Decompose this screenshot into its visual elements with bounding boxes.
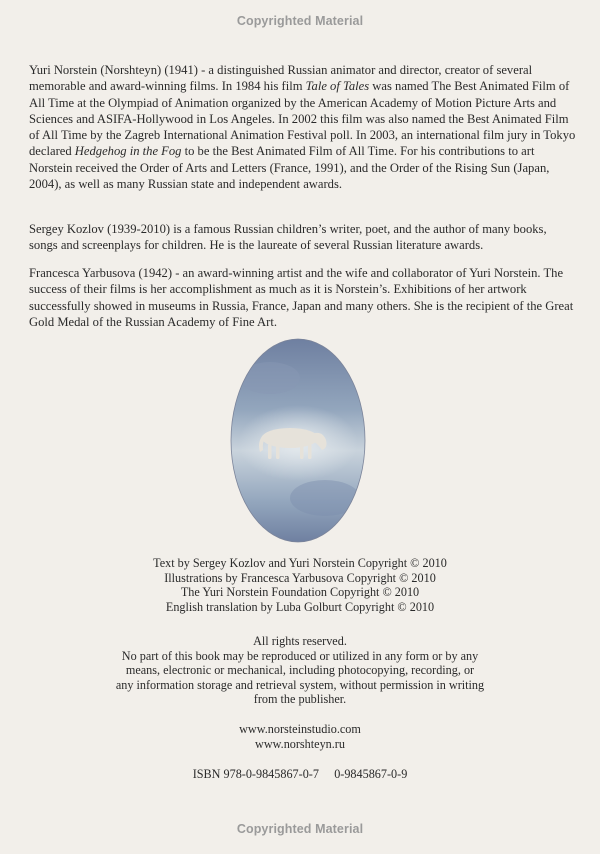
film-title: Tale of Tales <box>305 79 370 94</box>
websites-line: www.norsteinstudio.com <box>239 722 361 736</box>
copyright-lines-line: Illustrations by Francesca Yarbusova Copyright © 2010 <box>164 570 436 585</box>
bio-yuri-norstein <box>29 62 577 192</box>
bio-text: was named The Best Animated Film of All Time at the Olympiad of Animation organized by the American Academy of Motion Picture Arts and Sciences and ASIFA-Hollywood in Los Angeles. In 2002 this film was also named the Best Animated Film of All Time by the Zagreb International Animation Festival poll. In 2003, an international film jury in Tokyo declared <box>29 79 576 159</box>
rights-reserved-notice <box>0 634 600 707</box>
websites-line: www.norshteyn.ru <box>255 736 345 751</box>
bio-text: Francesca Yarbusova (1942) - an award-winning artist and the wife and collaborator of Yuri Norstein. The success of their films is her accomplishment as much as it is Norstein’s. Exhibitions of her artwork successfully showed in museums in Russia, France, Japan and many others. She is the recipient of the Great Gold Medal of the Russian Academy of Fine Art. <box>29 266 574 329</box>
bio-francesca-yarbusova <box>29 265 577 330</box>
bio-text: to be the Best Animated Film of All Time. For his contributions to art Norstein received the Order of Arts and Letters (France, 1991), and the Order of the Rising Sun (Japan, 2004), as well as many Russian state and independent awards. <box>29 144 550 192</box>
copyright-notice <box>0 556 600 614</box>
copyrighted-material-watermark-top: Copyrighted Material <box>236 14 364 28</box>
rights-lines-line: means, electronic or mechanical, including photocopying, recording, or <box>125 663 475 678</box>
website-links <box>0 722 600 751</box>
oval-horse-illustration <box>230 338 366 543</box>
rights-lines-line: No part of this book may be reproduced or utilized in any form or by any <box>121 648 479 663</box>
bio-text: Sergey Kozlov (1939-2010) is a famous Russian children’s writer, poet, and the author of many books, songs and screenplays for children. He is the laureate of several Russian literature awards. <box>29 222 547 253</box>
copyrighted-material-watermark-bottom: Copyrighted Material <box>236 822 364 836</box>
rights-lines-line: any information storage and retrieval system, without permission in writing <box>115 677 485 692</box>
film-title: Hedgehog in the Fog <box>74 144 182 159</box>
copyright-lines-line: The Yuri Norstein Foundation Copyright © 2010 <box>180 585 420 600</box>
isbn-line: ISBN 978-0-9845867-0-7 0-9845867-0-9 <box>192 767 408 781</box>
rights-lines-line: All rights reserved. <box>253 634 347 648</box>
bio-sergey-kozlov <box>29 221 577 254</box>
rights-lines-line: from the publisher. <box>253 692 347 707</box>
copyright-lines-line: English translation by Luba Golburt Copyright © 2010 <box>165 599 435 614</box>
copyright-lines-line: Text by Sergey Kozlov and Yuri Norstein Copyright © 2010 <box>153 556 447 570</box>
bio-text: Yuri Norstein (Norshteyn) (1941) - a distinguished Russian animator and director, creator of several memorable and award-winning films. In 1984 his film <box>29 63 533 94</box>
